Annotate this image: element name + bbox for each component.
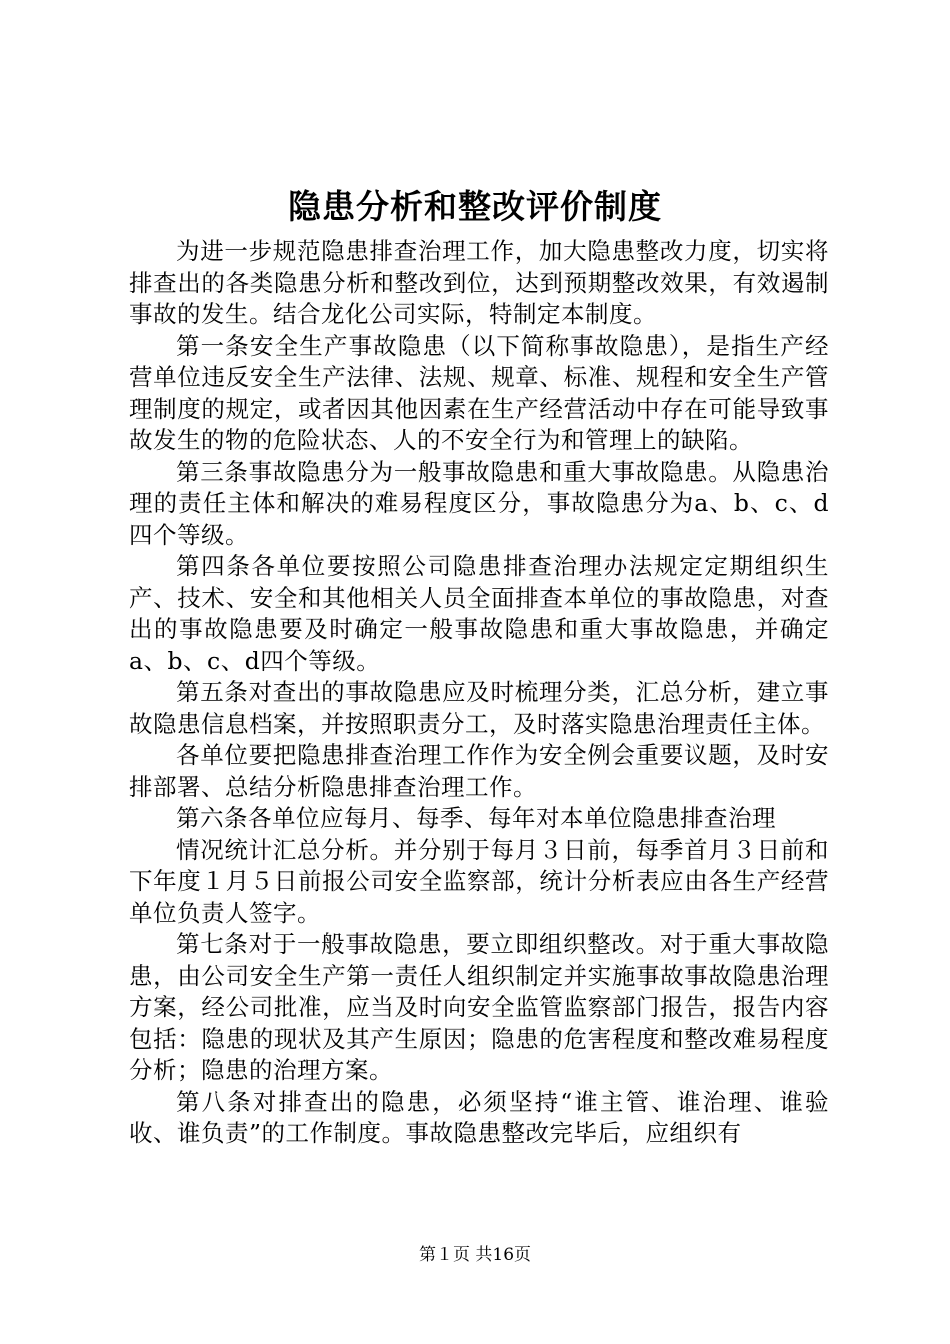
paragraph-units-meeting: 各单位要把隐患排查治理工作作为安全例会重要议题，及时安排部署、总结分析隐患排查治理工作。 (129, 741, 829, 801)
paragraph-article-6-continued: 情况统计汇总分析。并分别于每月３日前，每季首月３日前和下年度１月５日前报公司安全监察部，统计分析表应由各生产经营单位负责人签字。 (129, 835, 829, 927)
paragraph-article-8: 第八条对排查出的隐患，必须坚持“谁主管、谁治理、谁验收、谁负责”的工作制度。事故隐患整改完毕后，应组织有 (129, 1087, 829, 1147)
paragraph-article-6: 第六条各单位应每月、每季、每年对本单位隐患排查治理 (176, 804, 776, 832)
paragraph-article-1: 第一条安全生产事故隐患（以下简称事故隐患），是指生产经营单位违反安全生产法律、法规、规章、标准、规程和安全生产管理制度的规定，或者因其他因素在生产经营活动中存在可能导致事故发生的物的危险状态、人的不安全行为和管理上的缺陷。 (129, 331, 829, 454)
page-footer: 第１页 共16页 (418, 1245, 532, 1265)
document-body (129, 236, 829, 1150)
document-title: 隐患分析和整改评价制度 (288, 187, 662, 226)
paragraph-article-5: 第五条对查出的事故隐患应及时梳理分类，汇总分析，建立事故隐患信息档案，并按照职责分工，及时落实隐患治理责任主体。 (129, 678, 829, 738)
paragraph-article-4: 第四条各单位要按照公司隐患排查治理办法规定定期组织生产、技术、安全和其他相关人员全面排查本单位的事故隐患，对查出的事故隐患要及时确定一般事故隐患和重大事故隐患，并确定a、b、c、d四个等级。 (129, 552, 829, 675)
paragraph-article-7: 第七条对于一般事故隐患，要立即组织整改。对于重大事故隐患，由公司安全生产第一责任人组织制定并实施事故事故隐患治理方案，经公司批准，应当及时向安全监管监察部门报告，报告内容包括：隐患的现状及其产生原因；隐患的危害程度和整改难易程度分析；隐患的治理方案。 (129, 930, 829, 1084)
paragraph-intro: 为进一步规范隐患排查治理工作，加大隐患整改力度，切实将排查出的各类隐患分析和整改到位，达到预期整改效果，有效遏制事故的发生。结合龙化公司实际，特制定本制度。 (129, 237, 829, 328)
paragraph-article-3: 第三条事故隐患分为一般事故隐患和重大事故隐患。从隐患治理的责任主体和解决的难易程度区分，事故隐患分为a、b、c、d四个等级。 (129, 457, 829, 549)
